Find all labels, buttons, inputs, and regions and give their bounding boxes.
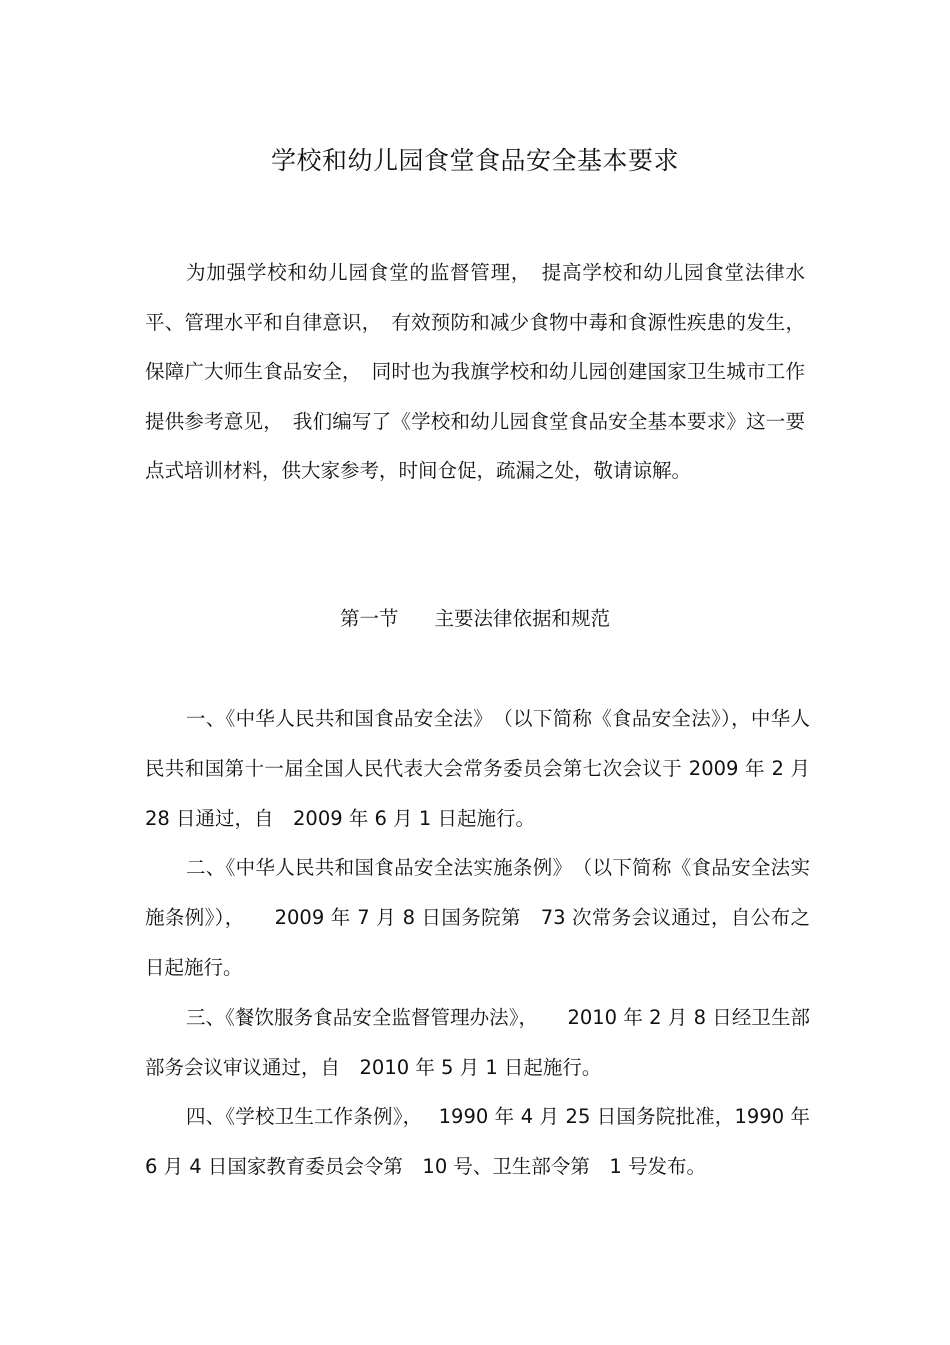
document-title: 学校和幼儿园食堂食品安全基本要求 (270, 146, 679, 175)
law-item-3: 三、《餐饮服务食品安全监督管理办法》， 2010 年 2 月 8 日经卫生部部务会议审议通过，自 2010 年 5 月 1 日起施行。 (145, 1005, 810, 1079)
law-item-2: 二、《中华人民共和国食品安全法实施条例》 （以下简称《食品安全法实施条例》）， 2009 年 7 月 8 日国务院第 73 次常务会议通过，自公布之日起施行。 (145, 856, 810, 979)
intro-paragraph: 为加强学校和幼儿园食堂的监督管理， 提高学校和幼儿园食堂法律水平、管理水平和自律意识， 有效预防和减少食物中毒和食源性疾患的发生，保障广大师生食品安全， 同时也为我旗学校和幼儿园创建国家卫生城市工作提供参考意见， 我们编写了《学校和幼儿园食堂食品安全基本要求》这一要点式培训材料，供大家参考，时间仓促，疏漏之处，敬请谅解。 (145, 261, 805, 482)
law-item-4: 四、《学校卫生工作条例》， 1990 年 4 月 25 日国务院批准，1990 年 6 月 4 日国家教育委员会令第 10 号、卫生部令第 1 号发布。 (145, 1105, 810, 1179)
section-title: 主要法律依据和规范 (434, 607, 611, 630)
law-item-1: 一、《中华人民共和国食品安全法》 （以下简称《食品安全法》），中华人民共和国第十一届全国人民代表大会常务委员会第七次会议于 2009 年 2 月 28 日通过，自 2009 年 6 月 1 日起施行。 (145, 707, 810, 830)
law-list (145, 694, 810, 1192)
section-heading (0, 603, 950, 631)
section-number: 第一节 (339, 607, 399, 630)
